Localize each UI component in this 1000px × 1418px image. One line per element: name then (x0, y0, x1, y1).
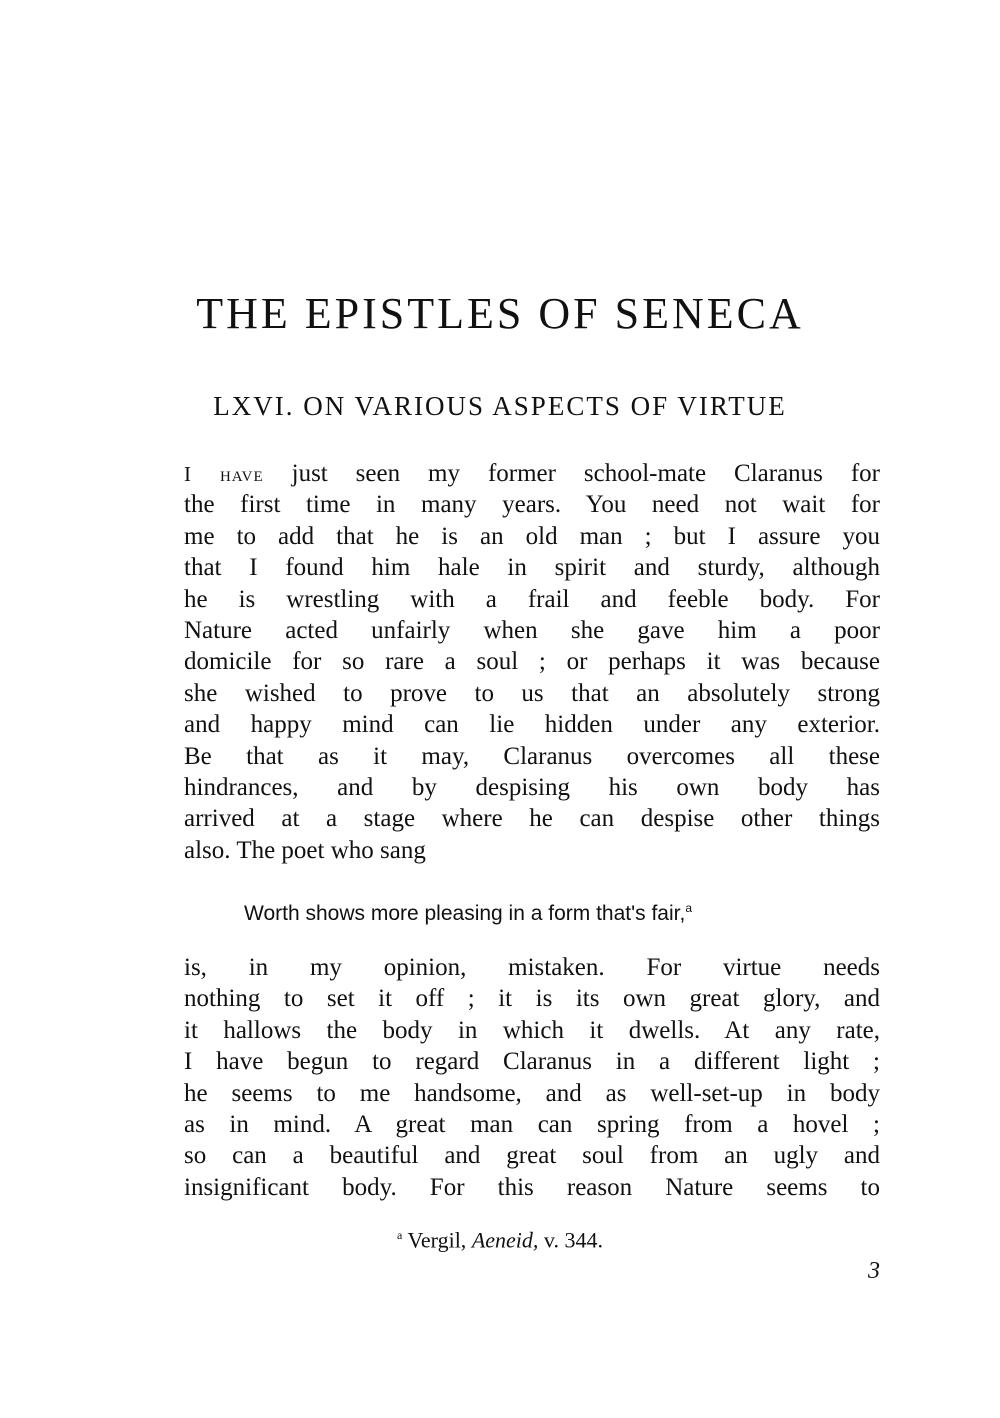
text-line: the first time in many years. You need not wait for (184, 491, 880, 519)
text-line: as in mind. A great man can spring from a hovel ; (184, 1110, 880, 1138)
footnote-marker: a (397, 1228, 403, 1242)
book-title: THE EPISTLES OF SENECA (196, 289, 804, 338)
paragraph-1 (184, 458, 880, 866)
footnote-marker: a (685, 901, 692, 915)
letter-title: LXVI. ON VARIOUS ASPECTS OF VIRTUE (213, 391, 787, 421)
text-line: he seems to me handsome, and as well-set-up in body (184, 1079, 880, 1107)
text-line (184, 458, 880, 489)
text-line: nothing to set it off ; it is its own great glory, and (184, 985, 880, 1013)
text-line: and happy mind can lie hidden under any exterior. (184, 711, 880, 739)
text-line: insignificant body. For this reason Nature seems to (184, 1173, 880, 1201)
footnote-work: Aeneid, (471, 1227, 539, 1253)
footnote-author: Vergil, (407, 1227, 467, 1253)
text-line: Be that as it may, Claranus overcomes all these (184, 742, 880, 770)
text-line: is, in my opinion, mistaken. For virtue needs (184, 954, 880, 981)
text-line-content: just seen my former school-mate Claranus for (263, 460, 880, 487)
text-line: it hallows the body in which it dwells. At any rate, (184, 1016, 880, 1044)
text-line: also. The poet who sang (184, 836, 426, 864)
text-line: Nature acted unfairly when she gave him a poor (184, 616, 880, 644)
page-number: 3 (868, 1258, 880, 1284)
text-line: so can a beautiful and great soul from an ugly and (184, 1142, 880, 1170)
text-line: I have begun to regard Claranus in a different light ; (184, 1048, 880, 1076)
text-line: domicile for so rare a soul ; or perhaps it was because (184, 648, 880, 676)
quote-text: Worth shows more pleasing in a form that's fair, (244, 902, 686, 925)
text-line: she wished to prove to us that an absolutely strong (184, 679, 880, 707)
verse-quotation (244, 892, 864, 930)
footnote-reference: v. 344. (543, 1227, 603, 1253)
text-line: he is wrestling with a frail and feeble body. For (184, 585, 880, 613)
text-line: me to add that he is an old man ; but I assure you (184, 522, 880, 550)
paragraph-2 (184, 952, 880, 1203)
text-line: that I found him hale in spirit and sturdy, although (184, 554, 880, 582)
text-line: hindrances, and by despising his own body has (184, 773, 880, 801)
dropcap: I have (184, 462, 264, 486)
text-line: arrived at a stage where he can despise other things (184, 805, 880, 833)
footnote (0, 1220, 1000, 1255)
